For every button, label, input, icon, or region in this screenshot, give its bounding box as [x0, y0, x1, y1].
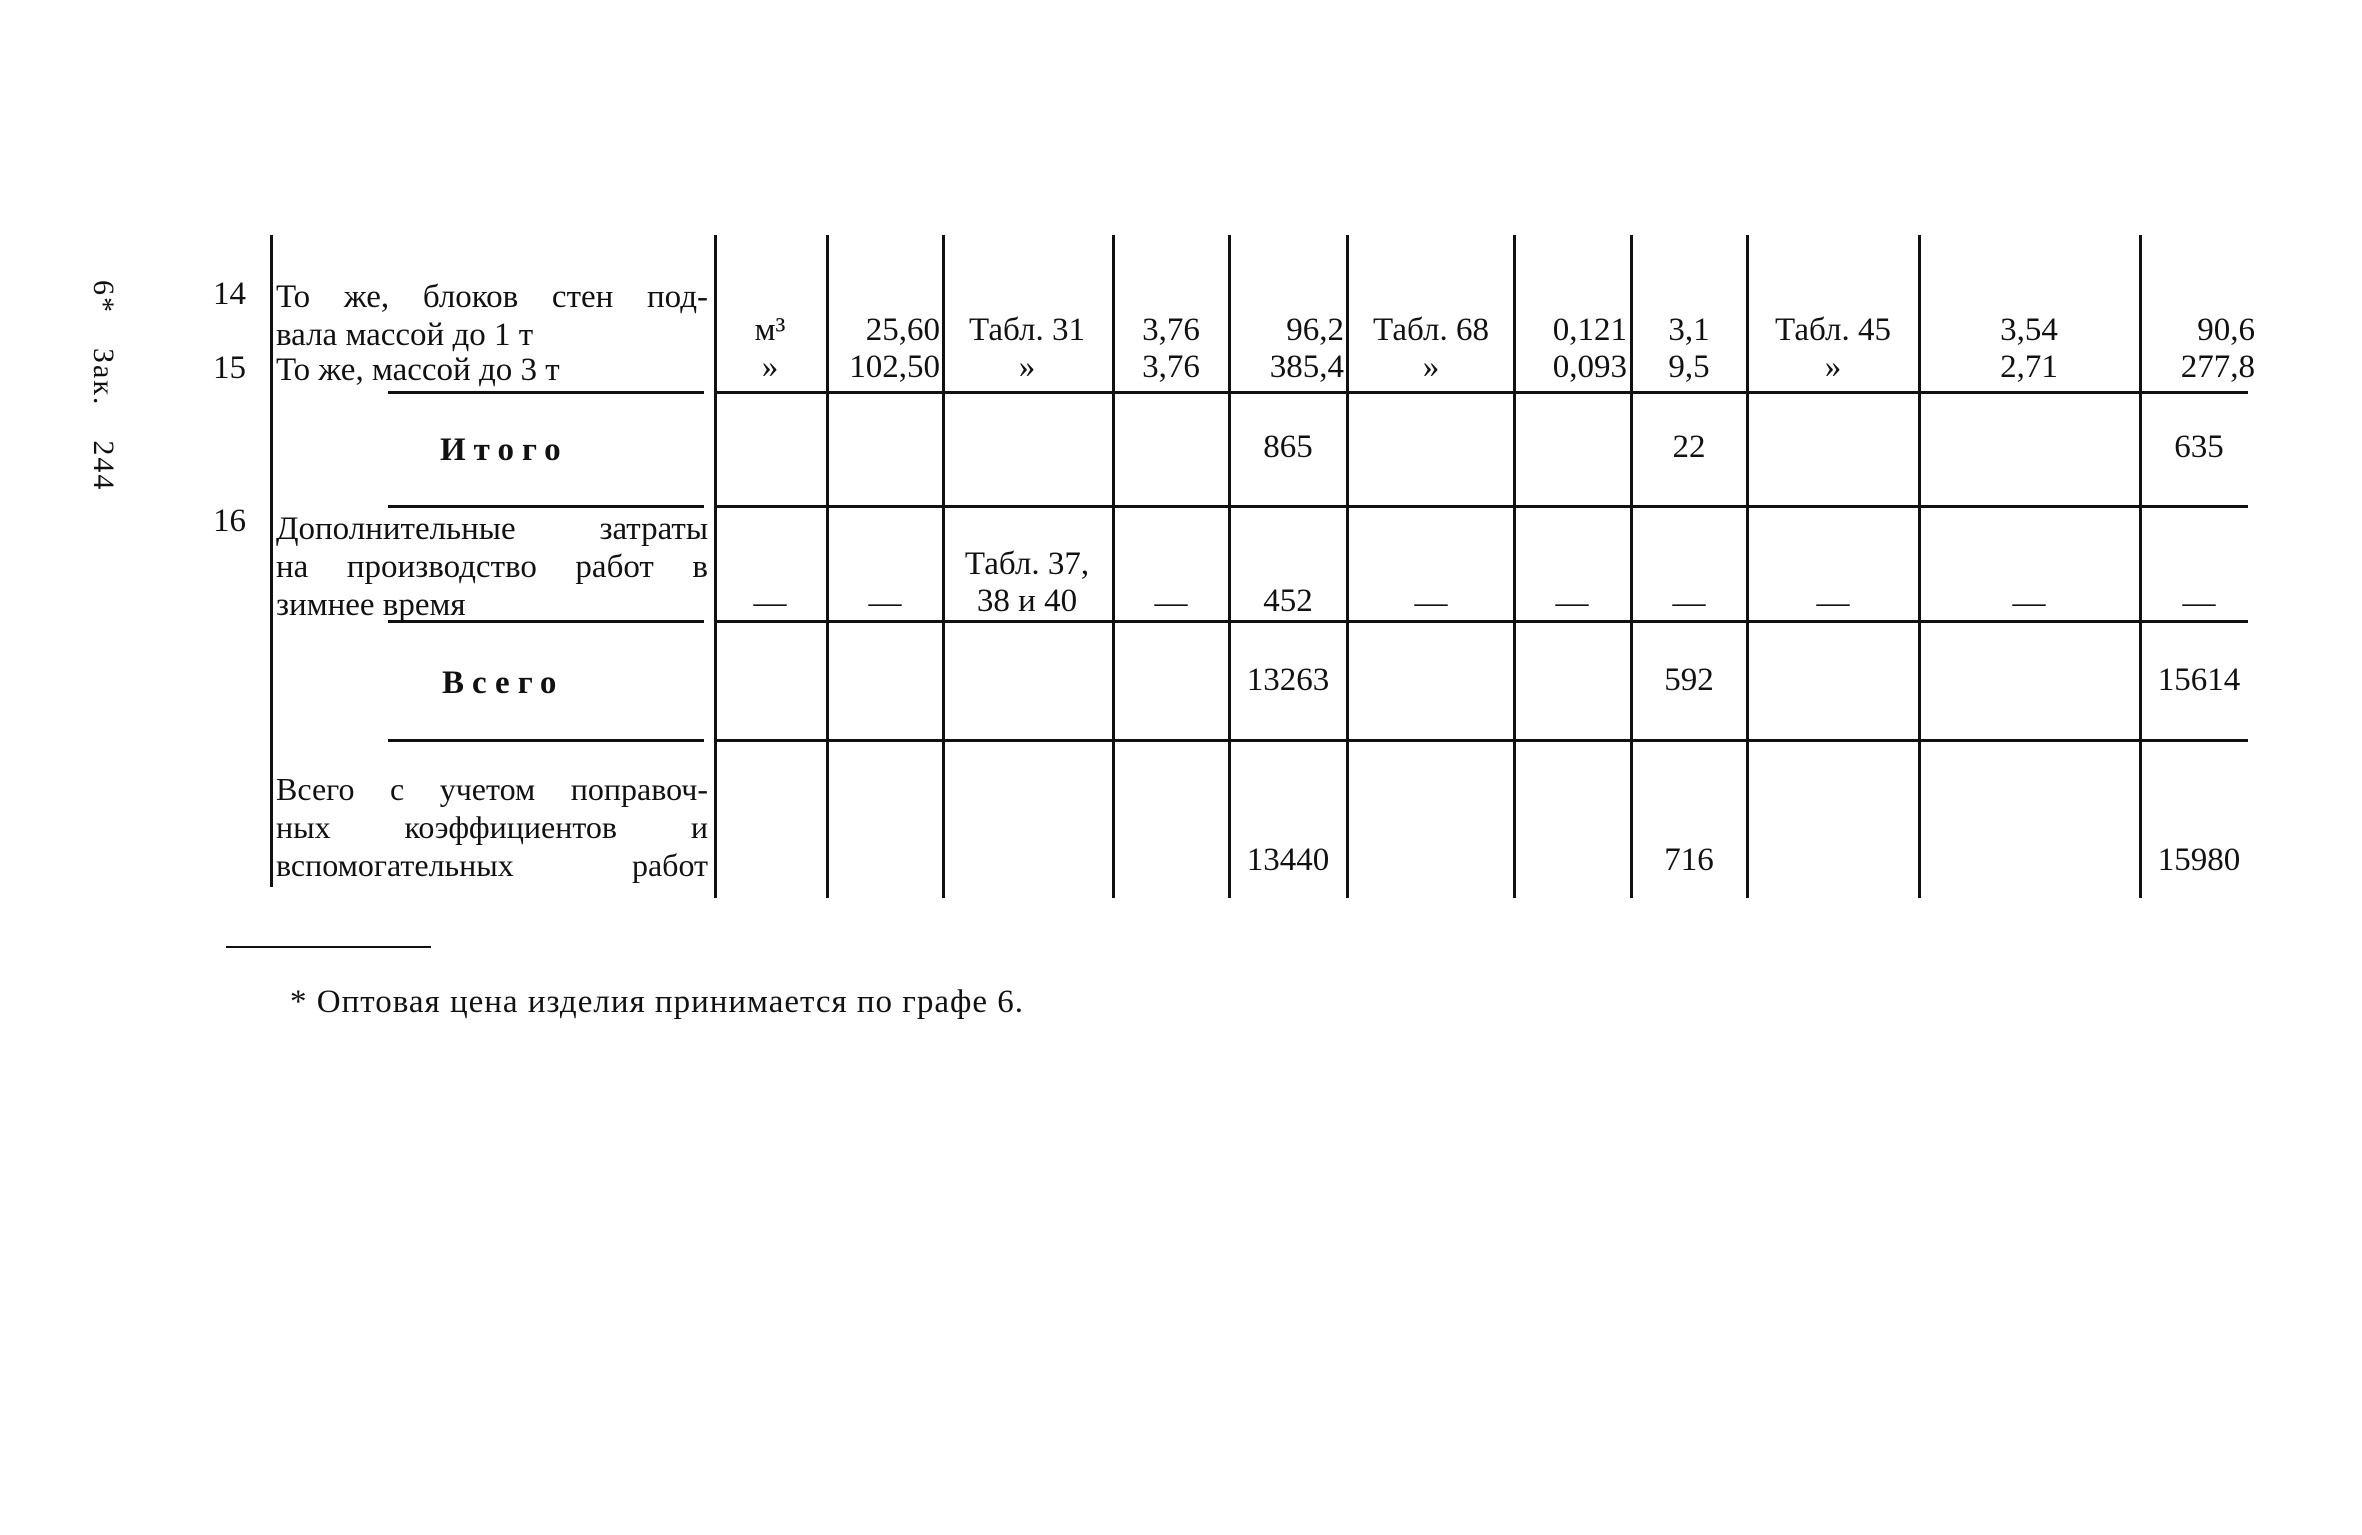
- row-14-description: [276, 278, 708, 354]
- coefficient-cell: 3,54: [2000, 312, 2058, 348]
- dash-cell: —: [868, 585, 902, 621]
- total-sum: 592: [1664, 662, 1714, 698]
- row-rule: [388, 391, 704, 394]
- coefficient-cell: 0,093: [1552, 349, 1627, 385]
- coefficient-cell: 0,121: [1552, 312, 1627, 348]
- coefficient-cell: 3,76: [1142, 312, 1200, 348]
- sum-cell: 3,1: [1668, 312, 1710, 348]
- extra-sum: 452: [1263, 583, 1313, 619]
- column-rule: [1918, 235, 1921, 898]
- column-rule: [714, 235, 717, 898]
- column-rule: [1346, 235, 1349, 898]
- price-cell: 102,50: [849, 349, 940, 385]
- reference-cell: »: [1824, 349, 1842, 385]
- dash-cell: —: [1414, 585, 1448, 621]
- reference-cell: Табл. 37,: [964, 546, 1090, 582]
- price-cell: 25,60: [865, 312, 940, 348]
- row-number-15: 15: [213, 350, 246, 386]
- grand-total-sum: 716: [1664, 842, 1714, 878]
- reference-cell: Табл. 68: [1373, 312, 1489, 348]
- description-line: зимнее время: [276, 587, 466, 623]
- total-label: Всего: [442, 665, 565, 701]
- unit-cell: »: [761, 349, 779, 385]
- column-rule: [1513, 235, 1516, 898]
- column-rule: [270, 235, 273, 887]
- row-16-description: [276, 510, 708, 624]
- sum-cell: 90,6: [2197, 312, 2255, 348]
- dash-cell: —: [2182, 585, 2216, 621]
- unit-cell: м³: [754, 312, 786, 348]
- column-rule: [1630, 235, 1633, 898]
- description-line: Дополнительные затраты: [276, 511, 708, 547]
- column-rule: [826, 235, 829, 898]
- sum-cell: 277,8: [2180, 349, 2255, 385]
- subtotal-label: Итого: [440, 432, 569, 468]
- row-number-14: 14: [213, 276, 246, 312]
- row-number-16: 16: [213, 503, 246, 539]
- coefficient-cell: 2,71: [2000, 349, 2058, 385]
- subtotal-sum: 635: [2174, 429, 2224, 465]
- total-sum: 13263: [1246, 662, 1330, 698]
- row-15-description: [276, 351, 708, 389]
- description-line: То же, массой до 3 т: [276, 352, 560, 388]
- subtotal-sum: 865: [1263, 429, 1313, 465]
- row-rule: [388, 739, 704, 742]
- reference-cell: 38 и 40: [976, 583, 1078, 619]
- margin-note-number: 244: [87, 440, 120, 492]
- reference-cell: »: [1018, 349, 1036, 385]
- column-rule: [1746, 235, 1749, 898]
- dash-cell: —: [1555, 585, 1589, 621]
- description-line: вала массой до 1 т: [276, 317, 534, 353]
- dash-cell: —: [1816, 585, 1850, 621]
- description-line: ных коэффициентов и: [276, 809, 708, 845]
- sum-cell: 96,2: [1286, 312, 1344, 348]
- row-rule: [716, 739, 2248, 742]
- grand-total-sum: 13440: [1246, 842, 1330, 878]
- column-rule: [1228, 235, 1231, 898]
- row-rule: [716, 505, 2248, 508]
- column-rule: [2139, 235, 2142, 898]
- final-description: [276, 770, 708, 884]
- row-rule: [388, 505, 704, 508]
- row-rule: [716, 391, 2248, 394]
- description-line: Всего с учетом поправоч-: [276, 771, 708, 807]
- margin-note-sheet: 6*: [87, 280, 120, 314]
- column-rule: [942, 235, 945, 898]
- dash-cell: —: [1672, 585, 1706, 621]
- footnote: * Оптовая цена изделия принимается по графе 6.: [290, 984, 1025, 1020]
- dash-cell: —: [2012, 585, 2046, 621]
- reference-cell: »: [1422, 349, 1440, 385]
- margin-note-order: Зак.: [87, 348, 120, 407]
- reference-cell: Табл. 45: [1775, 312, 1891, 348]
- coefficient-cell: 3,76: [1142, 349, 1200, 385]
- description-line: То же, блоков стен под-: [276, 279, 708, 315]
- dash-cell: —: [753, 585, 787, 621]
- dash-cell: —: [1154, 585, 1188, 621]
- sum-cell: 385,4: [1269, 349, 1344, 385]
- description-line: на производство работ в: [276, 549, 708, 585]
- footnote-rule: [226, 946, 431, 948]
- column-rule: [1112, 235, 1115, 898]
- reference-cell: Табл. 31: [969, 312, 1085, 348]
- description-line: вспомогательных работ: [276, 847, 708, 883]
- sum-cell: 9,5: [1668, 349, 1710, 385]
- total-sum: 15614: [2157, 662, 2241, 698]
- grand-total-sum: 15980: [2157, 842, 2241, 878]
- margin-note: [86, 280, 120, 525]
- subtotal-sum: 22: [1672, 429, 1706, 465]
